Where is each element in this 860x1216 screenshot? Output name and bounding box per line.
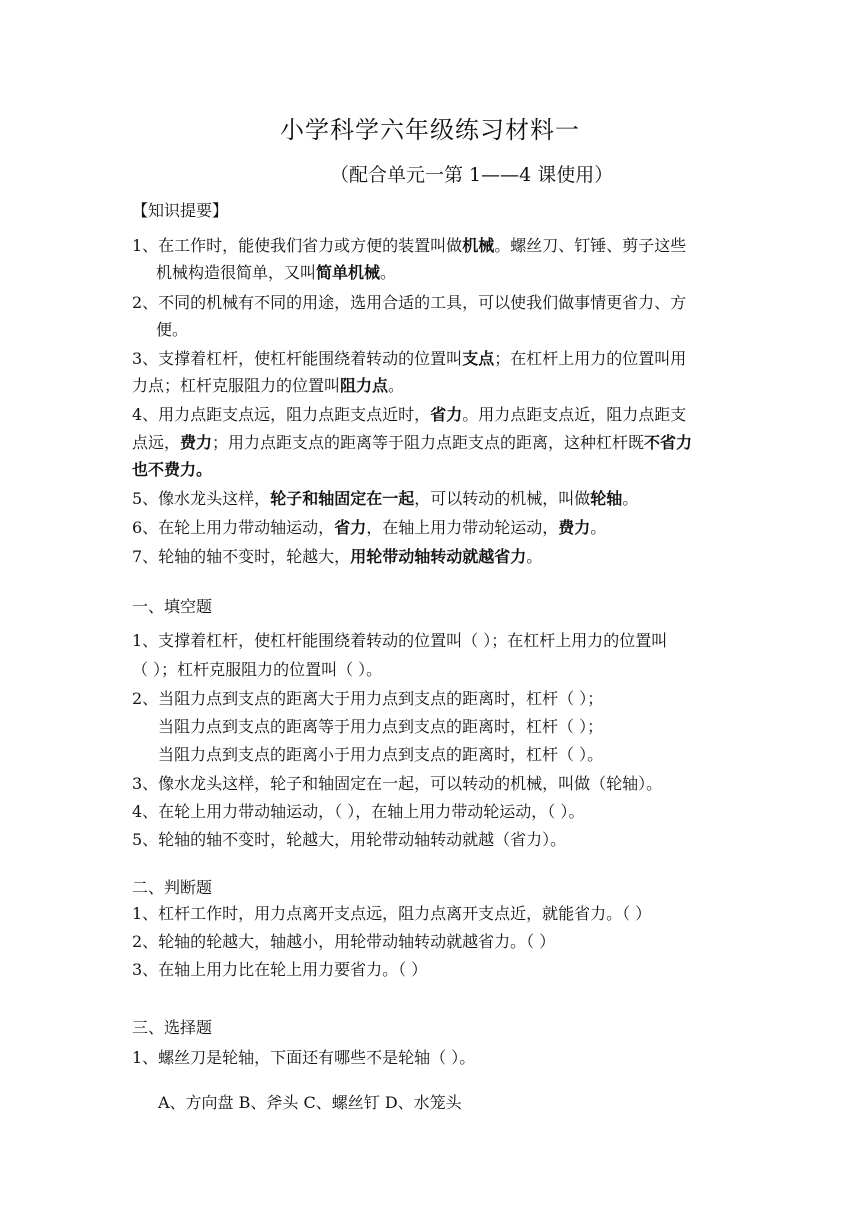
knowledge-line xyxy=(132,235,686,257)
text-run: 。 xyxy=(526,547,543,566)
text-run: 5、轮轴的轴不变时，轮越大，用轮带动轴转动就越（省力）。 xyxy=(132,830,567,849)
text-run: A、方向盘 B、斧头 C、螺丝钉 D、水笼头 xyxy=(158,1093,462,1112)
knowledge-line xyxy=(132,517,606,539)
text-run: （ ）；杠杆克服阻力的位置叫（ ）。 xyxy=(132,660,383,679)
bold-term: 机械 xyxy=(462,236,495,255)
fill-blank-line xyxy=(132,829,566,851)
text-run: 3、支撑着杠杆，使杠杆能围绕着转动的位置叫 xyxy=(132,349,463,368)
fill-blank-line xyxy=(132,773,662,795)
knowledge-line xyxy=(132,292,686,314)
judge-heading: 二、判断题 xyxy=(132,878,213,897)
fill-blank-line xyxy=(132,659,382,681)
fill-blank-line xyxy=(132,630,667,652)
choice-heading: 三、选择题 xyxy=(132,1018,213,1037)
bold-term: 不省力 xyxy=(644,433,693,452)
knowledge-line xyxy=(132,348,686,370)
text-run: 力点；杠杆克服阻力的位置叫 xyxy=(132,376,341,395)
bold-term: 轮轴 xyxy=(590,489,623,508)
text-run: 当阻力点到支点的距离小于用力点到支点的距离时，杠杆（ ）。 xyxy=(158,745,604,764)
knowledge-line xyxy=(132,404,686,426)
text-run: 4、在轮上用力带动轴运动，（ ），在轴上用力带动轮运动，（ ）。 xyxy=(132,802,585,821)
judge-line xyxy=(132,959,427,981)
bold-term: 用轮带动轴转动就越省力 xyxy=(350,547,527,566)
text-run: 6、在轮上用力带动轴运动， xyxy=(132,518,335,537)
text-run: ；在杠杆上用力的位置叫用 xyxy=(494,349,687,368)
text-run: 3、在轴上用力比在轮上用力要省力。（ ） xyxy=(132,960,428,979)
bold-term: 费力 xyxy=(180,433,213,452)
knowledge-line xyxy=(132,459,212,481)
text-run: 当阻力点到支点的距离等于用力点到支点的距离时，杠杆（ ）； xyxy=(158,717,604,736)
knowledge-line xyxy=(132,375,404,397)
fill-blank-line xyxy=(132,801,584,823)
text-run: 。用力点距支点近，阻力点距支 xyxy=(462,405,687,424)
judge-line xyxy=(132,931,555,953)
knowledge-line xyxy=(156,319,188,341)
fill-blank-line xyxy=(158,744,603,766)
fill-blank-line xyxy=(158,716,603,738)
bold-term: 简单机械 xyxy=(316,263,381,282)
text-run: 机械构造很简单，又叫 xyxy=(156,263,317,282)
text-run: ，在轴上用力带动轮运动， xyxy=(366,518,559,537)
judge-line xyxy=(132,903,651,925)
text-run: 1、杠杆工作时，用力点离开支点远，阻力点离开支点近，就能省力。（ ） xyxy=(132,904,652,923)
fill-blank-heading: 一、填空题 xyxy=(132,597,213,616)
knowledge-line xyxy=(132,488,638,510)
choice-line xyxy=(132,1047,475,1069)
knowledge-heading: 【知识提要】 xyxy=(132,201,229,220)
text-run: 3、像水龙头这样，轮子和轴固定在一起，可以转动的机械，叫做（轮轴）。 xyxy=(132,774,663,793)
fill-blank-line xyxy=(132,688,603,710)
text-run: 。螺丝刀、钉锤、剪子这些 xyxy=(494,236,687,255)
bold-term: 轮子和轴固定在一起 xyxy=(270,489,415,508)
bold-term: 省力 xyxy=(334,518,367,537)
bold-term: 省力 xyxy=(430,405,463,424)
knowledge-line xyxy=(132,546,542,568)
text-run: 点远， xyxy=(132,433,181,452)
text-run: ；用力点距支点的距离等于阻力点距支点的距离，这种杠杆既 xyxy=(212,433,645,452)
text-run: 2、当阻力点到支点的距离大于用力点到支点的距离时，杠杆（ ）； xyxy=(132,689,604,708)
bold-term: 费力 xyxy=(558,518,591,537)
knowledge-line xyxy=(132,432,692,454)
text-run: 5、像水龙头这样， xyxy=(132,489,271,508)
text-run: 1、支撑着杠杆，使杠杆能围绕着转动的位置叫（ ）；在杠杆上用力的位置叫 xyxy=(132,631,668,650)
bold-term: 阻力点 xyxy=(340,376,389,395)
text-run: 2、轮轴的轮越大，轴越小，用轮带动轴转动就越省力。（ ） xyxy=(132,932,556,951)
text-run: 1、在工作时，能使我们省力或方便的装置叫做 xyxy=(132,236,463,255)
text-run: 1、螺丝刀是轮轴，下面还有哪些不是轮轴（ ）。 xyxy=(132,1048,476,1067)
text-run: 2、不同的机械有不同的用途，选用合适的工具，可以使我们做事情更省力、方 xyxy=(132,293,687,312)
text-run: 7、轮轴的轴不变时，轮越大， xyxy=(132,547,351,566)
page-title: 小学科学六年级练习材料一 xyxy=(280,116,580,144)
text-run: ，可以转动的机械，叫做 xyxy=(414,489,591,508)
text-run: 。 xyxy=(388,376,405,395)
text-run: 。 xyxy=(380,263,397,282)
page-subtitle: （配合单元一第 1——4 课使用） xyxy=(330,164,614,186)
choice-line xyxy=(158,1092,462,1114)
text-run: 4、用力点距支点远，阻力点距支点近时， xyxy=(132,405,431,424)
bold-term: 支点 xyxy=(462,349,495,368)
text-run: 便。 xyxy=(156,320,189,339)
knowledge-line xyxy=(156,262,396,284)
bold-term: 也不费力。 xyxy=(132,460,213,479)
text-run: 。 xyxy=(622,489,639,508)
text-run: 。 xyxy=(590,518,607,537)
